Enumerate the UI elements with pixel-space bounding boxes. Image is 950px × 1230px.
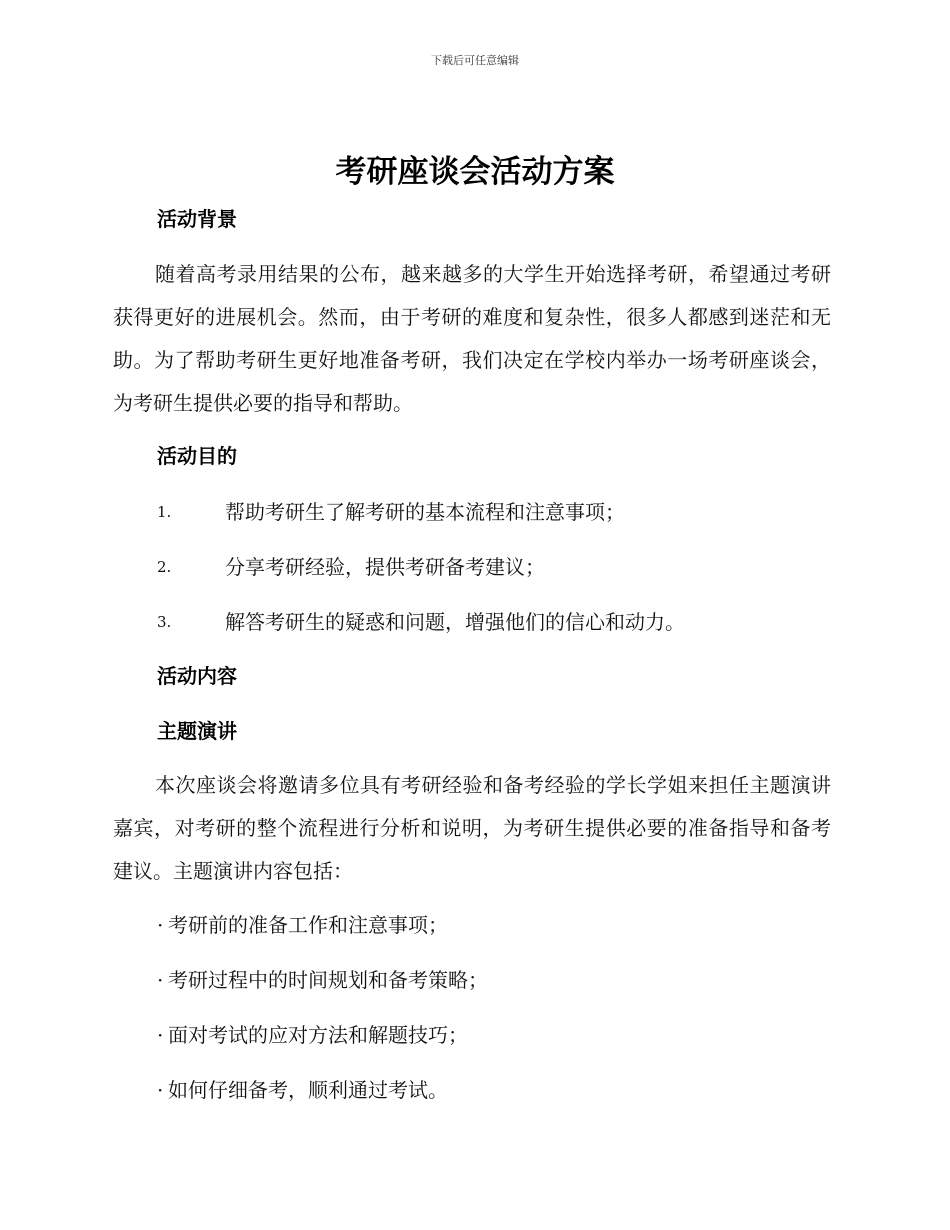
- list-text: 解答考研生的疑惑和问题，增强他们的信心和动力。: [225, 610, 685, 634]
- section-heading-purpose: 活动目的: [157, 444, 237, 468]
- list-number: 3.: [157, 613, 172, 631]
- purpose-list-item: [157, 497, 837, 527]
- section-heading-keynote: 主题演讲: [157, 719, 237, 743]
- keynote-bullet-item: [157, 1075, 837, 1105]
- list-text: 分享考研经验，提供考研备考建议；: [225, 555, 545, 579]
- list-number: 1.: [157, 503, 172, 521]
- keynote-bullet-item: [157, 1020, 837, 1050]
- keynote-bullet-item: [157, 965, 837, 995]
- background-paragraph: 随着高考录用结果的公布，越来越多的大学生开始选择考研，希望通过考研获得更好的进展机会。然而，由于考研的难度和复杂性，很多人都感到迷茫和无助。为了帮助考研生更好地准备考研，我们决定在学校内举办一场考研座谈会，为考研生提供必要的指导和帮助。: [113, 262, 831, 415]
- bullet-text: 面对考试的应对方法和解题技巧；: [168, 1023, 468, 1047]
- purpose-list-item: [157, 607, 837, 637]
- bullet-symbol: ·: [157, 1023, 164, 1047]
- section-heading-background: 活动背景: [157, 207, 237, 231]
- bullet-text: 如何仔细备考，顺利通过考试。: [168, 1078, 448, 1102]
- document-title: 考研座谈会活动方案: [335, 154, 615, 190]
- section-heading-content: 活动内容: [157, 664, 237, 688]
- bullet-text: 考研前的准备工作和注意事项；: [168, 913, 448, 937]
- list-number: 2.: [157, 558, 172, 576]
- bullet-text: 考研过程中的时间规划和备考策略；: [168, 968, 488, 992]
- bullet-symbol: ·: [157, 913, 164, 937]
- bullet-symbol: ·: [157, 1078, 164, 1102]
- keynote-bullet-item: [157, 910, 837, 940]
- bullet-symbol: ·: [157, 968, 164, 992]
- list-text: 帮助考研生了解考研的基本流程和注意事项；: [225, 500, 625, 524]
- purpose-list-item: [157, 552, 837, 582]
- keynote-paragraph: 本次座谈会将邀请多位具有考研经验和备考经验的学长学姐来担任主题演讲嘉宾，对考研的整个流程进行分析和说明，为考研生提供必要的准备指导和备考建议。主题演讲内容包括：: [113, 773, 831, 883]
- header-note: 下载后可任意编辑: [431, 54, 519, 67]
